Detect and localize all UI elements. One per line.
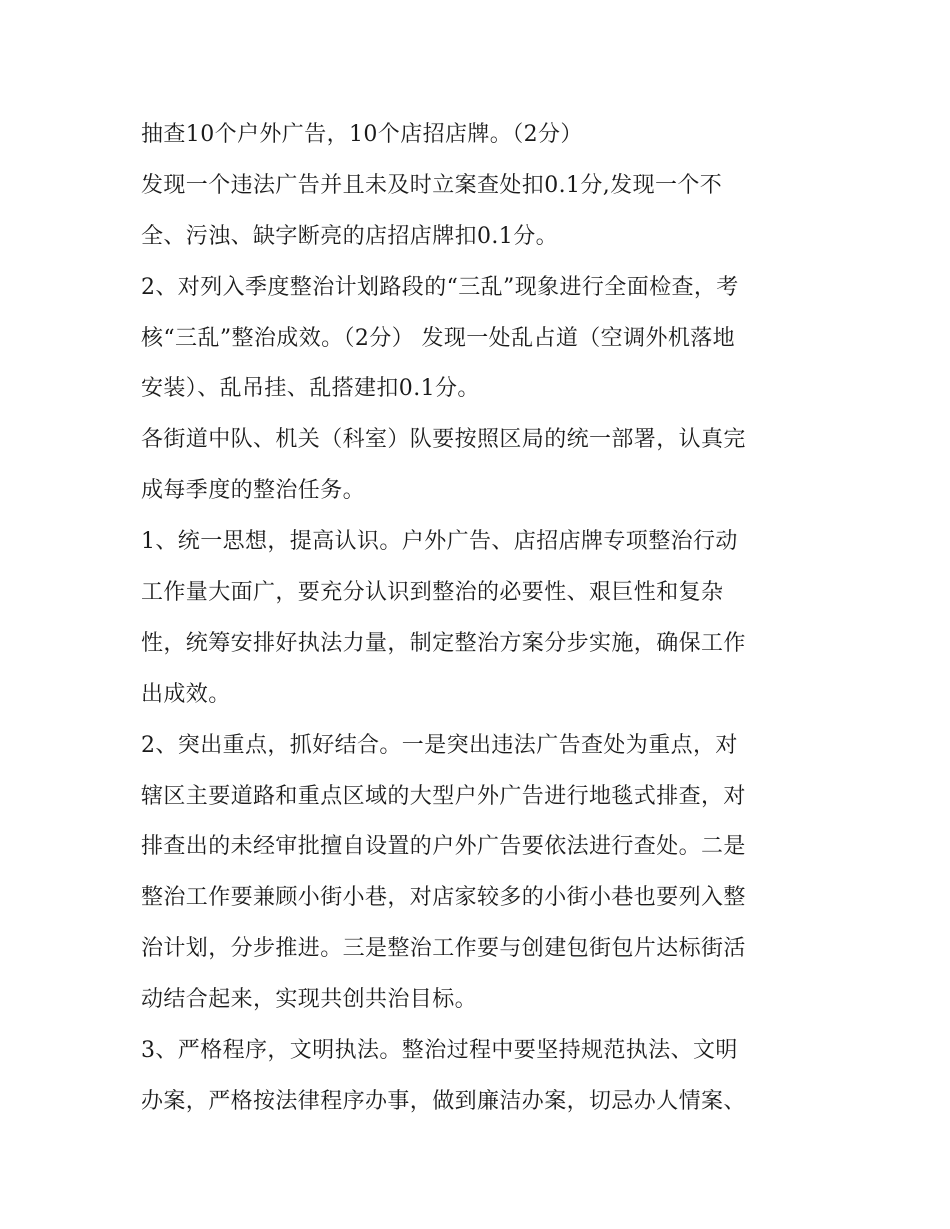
text-line: 办案，严格按法律程序办事，做到廉洁办案，切忌办人情案、 [141,1088,746,1114]
text-line: 安装）、乱吊挂、乱搭建扣0.1分。 [141,376,480,402]
text-line: 治计划，分步推进。三是整治工作要与创建包街包片达标街活 [141,936,746,962]
text-line: 全、污浊、缺字断亮的店招店牌扣0.1分。 [141,223,558,249]
text-line: 核“三乱”整治成效。（2分） 发现一处乱占道（空调外机落地 [141,325,736,351]
text-line: 发现一个违法广告并且未及时立案查处扣0.1分,发现一个不 [141,172,723,198]
text-line: 工作量大面广，要充分认识到整治的必要性、艰巨性和复杂 [141,580,724,606]
text-line: 出成效。 [141,681,231,707]
text-line: 成每季度的整治任务。 [141,478,366,504]
text-line: 3、严格程序，文明执法。整治过程中要坚持规范执法、文明 [141,1038,738,1064]
text-line: 动结合起来，实现共创共治目标。 [141,987,478,1013]
text-line: 辖区主要道路和重点区域的大型户外广告进行地毯式排查，对 [141,783,746,809]
document-body [141,110,821,1128]
text-line: 2、对列入季度整治计划路段的“三乱”现象进行全面检查，考 [141,274,739,300]
text-line: 抽查10个户外广告，10个店招店牌。（2分） [141,122,583,147]
text-line: 排查出的未经审批擅自设置的户外广告要依法进行查处。二是 [141,834,746,860]
text-line: 整治工作要兼顾小街小巷，对店家较多的小街小巷也要列入整 [141,885,746,911]
text-line: 2、突出重点，抓好结合。一是突出违法广告查处为重点，对 [141,732,738,758]
text-line: 1、统一思想，提高认识。户外广告、店招店牌专项整治行动 [141,529,738,555]
text-line: 各街道中队、机关（科室）队要按照区局的统一部署，认真完 [141,427,746,453]
text-line: 性，统筹安排好执法力量，制定整治方案分步实施，确保工作 [141,630,746,656]
